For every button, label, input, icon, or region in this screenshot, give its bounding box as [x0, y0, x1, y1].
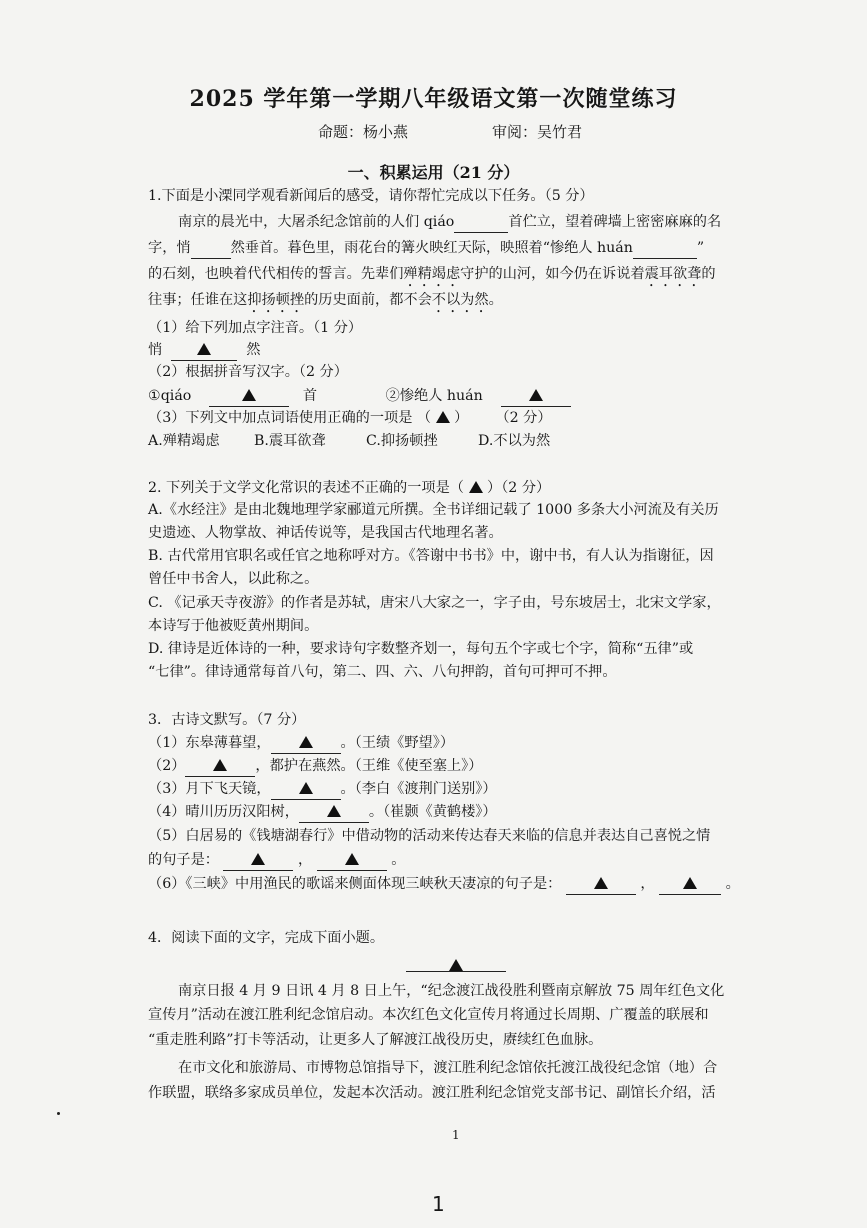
option-a[interactable]: A.殚精竭虑	[148, 433, 220, 449]
answer-blank[interactable]	[454, 212, 508, 233]
answer-blank[interactable]	[223, 850, 293, 871]
triangle-icon	[594, 877, 608, 889]
q4-passage-line-5: 作联盟，联络多家成员单位，发起本次活动。渡江胜利纪念馆党支部书记、副馆长介绍，活	[148, 1085, 716, 1101]
triangle-icon	[213, 759, 227, 771]
triangle-icon	[469, 481, 483, 493]
exam-title: 2025 学年第一学期八年级语文第一次随堂练习	[189, 86, 678, 112]
triangle-icon	[327, 805, 341, 817]
section-title: 一、积累运用（21 分）	[347, 163, 520, 182]
q2-option-b-line-1: B. 古代常用官职名或任官之地称呼对方。《答谢中书书》中，谢中书，有人认为指谢征，因	[148, 548, 714, 564]
answer-blank[interactable]	[271, 733, 341, 754]
triangle-icon	[345, 853, 359, 865]
page-number-large: 1	[432, 1192, 445, 1216]
q4-stem: 4．阅读下面的文字，完成下面小题。	[148, 930, 385, 946]
answer-blank[interactable]	[171, 340, 237, 361]
q4-passage-line-2: 宣传月”活动在渡江胜利纪念馆启动。本次红色文化宣传月将通过长周期、广覆盖的联展和	[148, 1007, 709, 1023]
q2-stem: 2. 下列关于文学文化常识的表述不正确的一项是（ ）（2 分）	[148, 480, 551, 496]
triangle-icon	[299, 736, 313, 748]
scan-speck	[57, 1112, 60, 1115]
q1-sub2-items: ①qiáo 首 ②惨绝人 huán	[148, 386, 571, 407]
q1-passage-line-2: 字，悄 然垂首。暮色里，雨花台的篝火映红天际，映照着“惨绝人 huán ”	[148, 238, 704, 259]
q3-item-5-line-1: （5）白居易的《钱塘湖春行》中借动物的活动来传达春天来临的信息并表达自己喜悦之情	[148, 828, 711, 844]
answer-blank[interactable]	[501, 386, 571, 407]
triangle-icon	[449, 959, 463, 971]
triangle-icon	[683, 877, 697, 889]
page-number-small: 1	[452, 1128, 460, 1142]
option-c[interactable]: C.抑扬顿挫	[366, 433, 438, 449]
answer-blank[interactable]	[317, 850, 387, 871]
option-b[interactable]: B.震耳欲聋	[254, 433, 326, 449]
answer-blank[interactable]	[659, 874, 721, 895]
q4-passage-line-4: 在市文化和旅游局、市博物总馆指导下，渡江胜利纪念馆依托渡江战役纪念馆（地）合	[178, 1060, 718, 1076]
q2-option-c-line-2: 本诗写于他被贬黄州期间。	[148, 618, 319, 634]
triangle-icon	[242, 389, 256, 401]
q3-item-2: （2） ，都护在燕然。（王维《使至塞上》）	[148, 756, 482, 777]
q2-option-d-line-1: D. 律诗是近体诗的一种，要求诗句字数整齐划一，每句五个字或七个字，简称“五律”或	[148, 641, 694, 657]
q2-option-a-line-1: A.《水经注》是由北魏地理学家郦道元所撰。全书详细记载了 1000 多条大小河流及有关历	[148, 502, 719, 518]
triangle-icon	[529, 389, 543, 401]
answer-blank[interactable]	[633, 238, 697, 259]
q2-option-d-line-2: “七律”。律诗通常每首八句，第二、四、六、八句押韵，首句可押可不押。	[148, 664, 617, 680]
triangle-icon	[251, 853, 265, 865]
answer-blank[interactable]	[566, 874, 636, 895]
q1-sub3: （3）下列文中加点词语使用正确的一项是 （ ） （2 分）	[148, 410, 552, 426]
q1-sub1: （1）给下列加点字注音。（1 分）	[148, 320, 363, 336]
answer-blank[interactable]	[185, 756, 255, 777]
answer-blank[interactable]	[209, 386, 289, 407]
triangle-icon	[197, 343, 211, 355]
reviewer: 审阅：吴竹君	[492, 123, 583, 141]
triangle-icon	[436, 411, 450, 423]
q1-sub1-item: 悄 然	[148, 340, 260, 361]
q2-option-c-line-1: C. 《记承天寺夜游》的作者是苏轼，唐宋八大家之一，字子由，号东坡居士，北宋文学家，	[148, 595, 721, 611]
author: 命题：杨小燕	[318, 123, 409, 141]
q3-item-6: （6）《三峡》中用渔民的歌谣来侧面体现三峡秋天凄凉的句子是： ， 。	[148, 874, 740, 895]
q3-item-5-line-2: 的句子是： ， 。	[148, 850, 405, 871]
q2-option-a-line-2: 史遗迹、人物掌故、神话传说等，是我国古代地理名著。	[148, 525, 503, 541]
q3-stem: 3．古诗文默写。（7 分）	[148, 712, 306, 728]
q4-passage-line-1: 南京日报 4 月 9 日讯 4 月 8 日上午，“纪念渡江战役胜利暨南京解放 75 周年红色文化	[178, 983, 725, 999]
q1-options	[148, 431, 550, 451]
q1-stem: 1.下面是小溧同学观看新闻后的感受，请你帮忙完成以下任务。（5 分）	[148, 188, 594, 204]
q1-passage-line-3: 的石刻，也映着代代相传的誓言。先辈们殚精竭虑守护的山河，如今仍在诉说着震耳欲聋的	[148, 266, 716, 282]
q3-item-3: （3）月下飞天镜， 。（李白《渡荆门送别》）	[148, 779, 497, 800]
triangle-icon	[299, 782, 313, 794]
q1-passage-line-4: 往事；任谁在这抑扬顿挫的历史面前，都不会不以为然。	[148, 292, 503, 308]
option-d[interactable]: D.不以为然	[478, 433, 551, 449]
q3-item-4: （4）晴川历历汉阳树， 。（崔颢《黄鹤楼》）	[148, 802, 497, 823]
answer-blank[interactable]	[191, 238, 231, 259]
q1-sub2: （2）根据拼音写汉字。（2 分）	[148, 364, 348, 380]
q3-item-1: （1）东皋薄暮望， 。（王绩《野望》）	[148, 733, 454, 754]
q4-passage-line-3: “重走胜利路”打卡等活动，让更多人了解渡江战役历史，赓续红色血脉。	[148, 1032, 603, 1048]
headline-blank[interactable]	[406, 955, 506, 972]
answer-blank[interactable]	[271, 779, 341, 800]
q1-passage-line-1: 南京的晨光中，大屠杀纪念馆前的人们 qiáo 首伫立，望着碑墙上密密麻麻的名	[178, 212, 721, 233]
answer-blank[interactable]	[299, 802, 369, 823]
q2-option-b-line-2: 曾任中书舍人，以此称之。	[148, 571, 319, 587]
